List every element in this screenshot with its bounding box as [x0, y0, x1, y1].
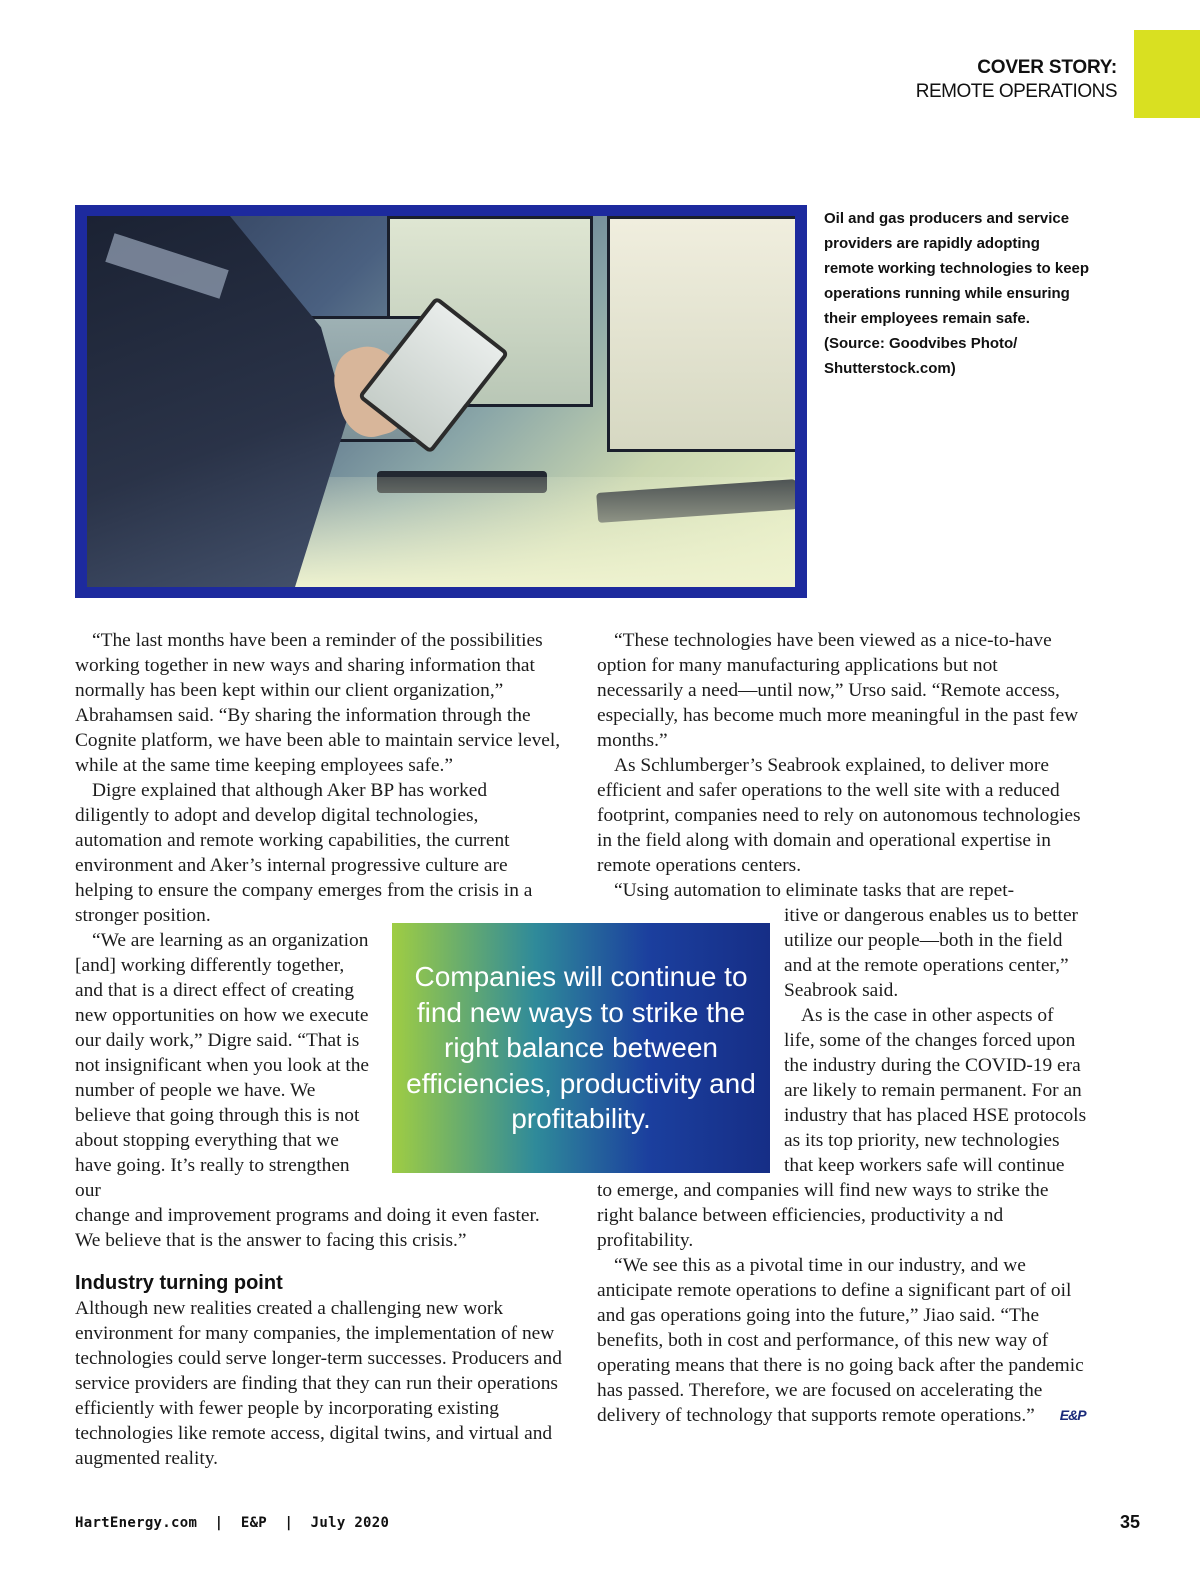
article-photo: [75, 205, 807, 598]
paragraph: “These technologies have been viewed as a nice-to-have option for many manufacturing applications but not necessarily a need—until now,” Urso said. “Remote access, especially, has become much more meaningful in the past few months.”: [597, 630, 1079, 751]
monitor-shape: [607, 216, 795, 452]
paragraph-continuation: to emerge, and companies will find new ways to strike the right balance between efficiencies, productivity a nd profitability.: [597, 1180, 1049, 1251]
photo-caption: Oil and gas producers and service providers are rapidly adopting remote working technologies to keep operations running while ensuring their employees remain safe. (Source: Goodvibes Photo/ Shutterstock.com): [824, 210, 1090, 377]
section-title: REMOTE OPERATIONS: [915, 81, 1117, 102]
pull-quote: [392, 923, 770, 1173]
paragraph: As Schlumberger’s Seabrook explained, to deliver more efficient and safer operations to the well site with a reduced footprint, companies need to rely on autonomous technologies in the field along with domain and operational expertise in remote operations centers.: [597, 755, 1081, 876]
paragraph-wrapped: itive or dangerous enables us to better utilize our people—both in the field and at the remote operations center,” Seabrook said.: [784, 905, 1079, 1001]
cover-story-label: COVER STORY:: [977, 57, 1117, 78]
paragraph-continuation: change and improvement programs and doing it even faster. We believe that is the answer to facing this crisis.”: [75, 1205, 540, 1251]
section-color-tab: [1134, 30, 1200, 118]
paragraph-wrapped: As is the case in other aspects of life, some of the changes forced upon the industry during the COVID-19 era are likely to remain permanent. For an industry that has placed HSE protocols as its top priority, new technologies that keep workers safe will continue: [784, 1005, 1087, 1176]
pull-quote-text: Companies will continue to find new ways to strike the right balance between efficiencies, productivity and profitability.: [406, 961, 756, 1135]
paragraph-final: [597, 1253, 1087, 1428]
footer-text: [75, 1515, 389, 1531]
footer-publication-line: HartEnergy.com | E&P | July 2020: [75, 1515, 390, 1531]
paragraph: “The last months have been a reminder of the possibilities working together in new ways and sharing information that normally has been kept within our client organization,” Abrahamsen said. “By sharing the information through the Cognite platform, we have been able to maintain service level, while at the same time keeping employees safe.”: [75, 630, 561, 776]
control-room-photo-image: [87, 216, 795, 587]
paragraph-wrapped: “We are learning as an organization [and] working differently together, and that is a direct effect of creating new opportunities on how we execute our daily work,” Digre said. “That is not insignificant when you look at the number of people we have. We believe that going through this is not about stopping everything that we have going. It’s really to strengthen our: [75, 930, 370, 1201]
paragraph: Digre explained that although Aker BP has worked diligently to adopt and develop digital technologies, automation and remote working capabilities, the current environment and Aker’s internal progressive culture are helping to ensure the company emerges from the crisis in a stronger position.: [75, 780, 533, 926]
section-header: [916, 57, 1117, 103]
paragraph: Although new realities created a challenging new work environment for many companies, the implementation of new technologies could serve longer-term successes. Producers and service providers are finding that they can run their operations efficiently with fewer people by incorporating existing technologies like remote access, digital twins, and virtual and augmented reality.: [75, 1298, 562, 1469]
page-number: 35: [1119, 1512, 1140, 1532]
final-paragraph-text: “We see this as a pivotal time in our industry, and we anticipate remote operations to define a significant part of oil and gas operations going into the future,” Jiao said. “The benefits, both in cost and performance, of this new way of operating means that there is no going back after the pandemic has passed. Therefore, we are focused on accelerating the delivery of technology that supports remote operations.”: [597, 1255, 1084, 1426]
subheading: Industry turning point: [75, 1272, 283, 1294]
paragraph: “Using automation to eliminate tasks that are repet-: [614, 880, 1015, 901]
ep-end-logo: E&P: [1059, 1407, 1086, 1423]
